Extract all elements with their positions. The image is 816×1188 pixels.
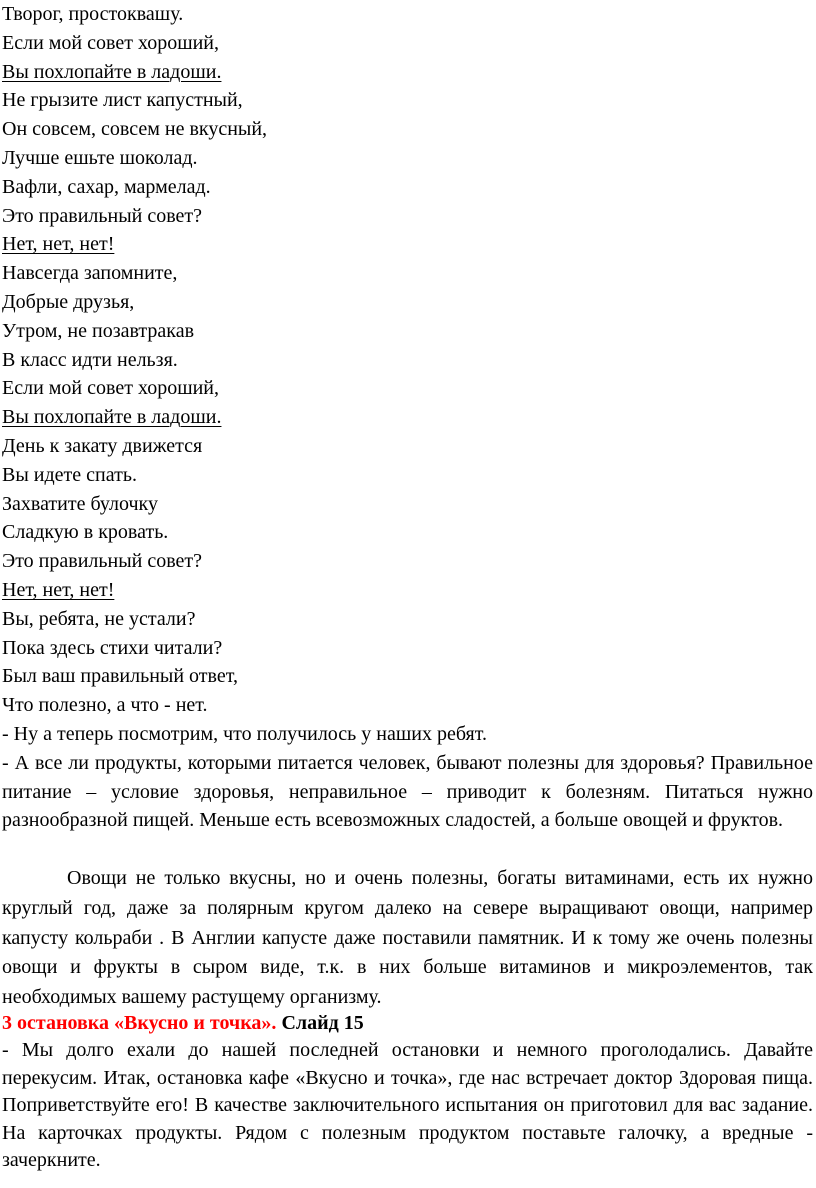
paragraph-intro — [2, 720, 813, 835]
poem-line: Нет, нет, нет! — [2, 578, 115, 601]
poem-line: Вы идете спать. — [2, 463, 137, 486]
poem-line: Вы похлопайте в ладоши. — [2, 406, 222, 429]
poem-line: Сладкую в кровать. — [2, 521, 169, 544]
heading-slide-label: Слайд 15 — [276, 1012, 364, 1034]
poem-line: Если мой совет хороший, — [2, 377, 220, 400]
poem-line: Не грызите лист капустный, — [2, 89, 243, 112]
paragraph-text: Овощи не только вкусны, но и очень полезны, богаты витаминами, есть их нужно круглый год, даже за полярным кругом далеко на севере выращивают овощи, например капусту кольраби . В Англии капусте даже поставили памятник. И к тому же очень полезны овощи и фрукты в сыром виде, т.к. в них больше витаминов и микроэлементов, так необходимых вашему растущему организму. — [2, 867, 813, 1009]
poem-line: В класс идти нельзя. — [2, 348, 178, 371]
poem-line: Вафли, сахар, мармелад. — [2, 175, 211, 198]
poem-line: Пока здесь стихи читали? — [2, 636, 223, 659]
poem-line: Вы, ребята, не устали? — [2, 607, 196, 630]
paragraph-question: - А все ли продукты, которыми питается человек, бывают полезны для здоровья? Правильное питание – условие здоровья, неправильное – приводит к болезням. Питаться нужно разнообразной пищей. Меньше есть всевозможных сладостей, а больше овощей и фруктов. — [2, 751, 813, 832]
paragraph-line: - Ну а теперь посмотрим, что получилось у наших ребят. — [2, 723, 487, 745]
poem-line: Он совсем, совсем не вкусный, — [2, 118, 268, 141]
poem-line: Захватите булочку — [2, 492, 158, 515]
poem-line: Был ваш правильный ответ, — [2, 665, 238, 688]
paragraph-vegetables — [2, 864, 813, 1013]
poem-line: Это правильный совет? — [2, 550, 203, 573]
poem-line: Добрые друзья, — [2, 290, 135, 313]
poem-line: Если мой совет хороший, — [2, 31, 220, 54]
poem-line: Нет, нет, нет! — [2, 233, 115, 256]
poem-line: День к закату движется — [2, 434, 203, 457]
heading-stop-title: 3 остановка «Вкусно и точка». — [2, 1012, 277, 1034]
poem-line: Творог, простоквашу. — [2, 3, 184, 25]
poem-line: Навсегда запомните, — [2, 262, 178, 285]
paragraph-text: - Мы долго ехали до нашей последней остановки и немного проголодались. Давайте перекусим. Итак, остановка кафе «Вкусно и точка», где нас встречает доктор Здоровая пища. Поприветствуйте его! В качестве заключительного испытания он приготовил для вас задание. На карточках продукты. Рядом с полезным продуктом поставьте галочку, а вредные - зачеркните. — [2, 1039, 813, 1172]
poem-line: Лучше ешьте шоколад. — [2, 146, 198, 169]
poem-line: Вы похлопайте в ладоши. — [2, 60, 222, 83]
poem-line: Что полезно, а что - нет. — [2, 694, 208, 717]
poem-line: Это правильный совет? — [2, 204, 203, 227]
paragraph-task — [2, 1037, 813, 1175]
section-heading — [2, 1010, 813, 1037]
poem-block — [2, 0, 802, 720]
poem-line: Утром, не позавтракав — [2, 319, 195, 342]
